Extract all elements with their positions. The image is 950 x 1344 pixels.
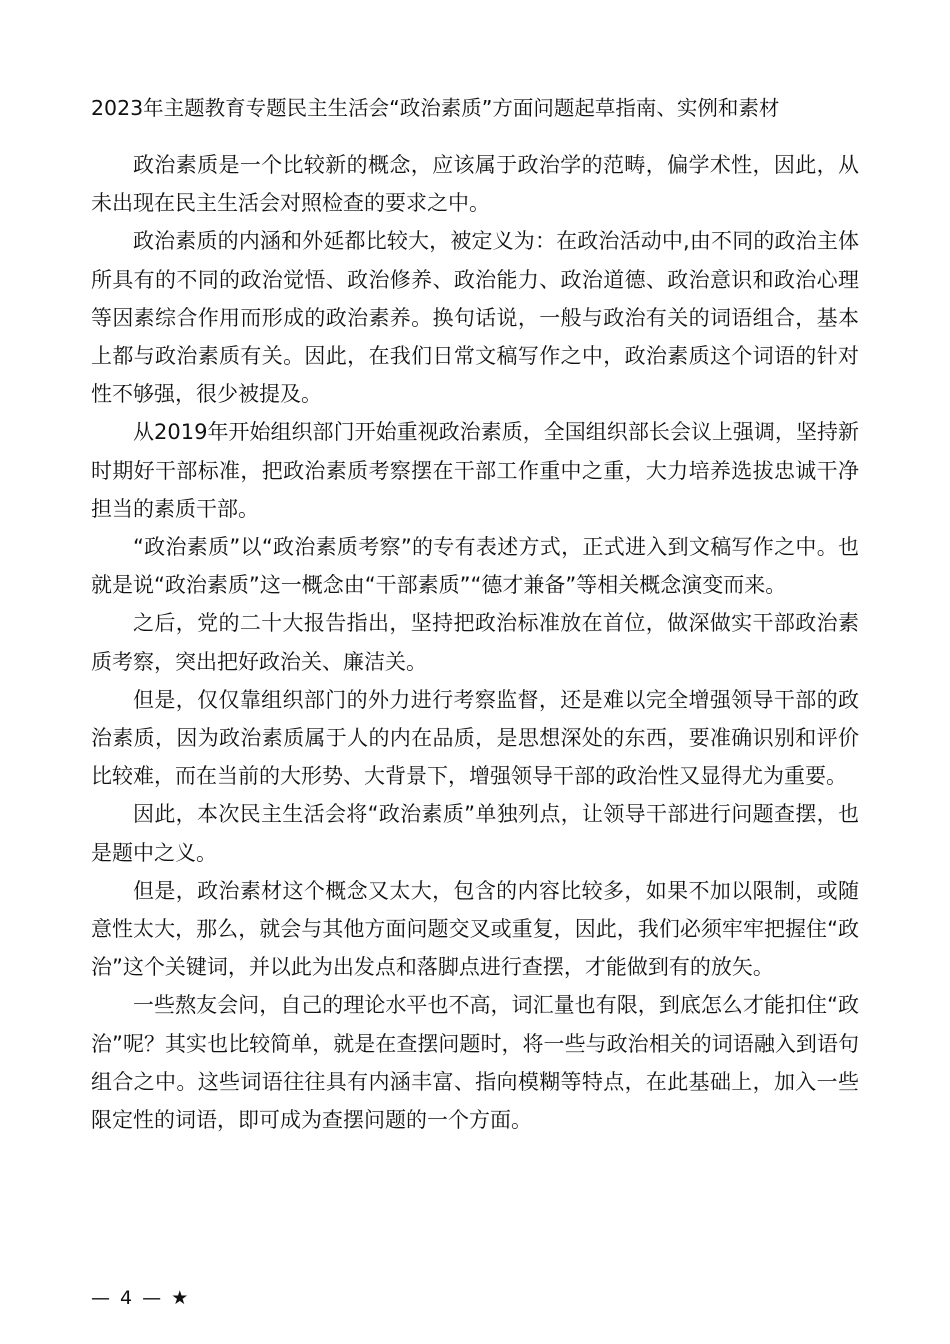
paragraph-9: 一些熬友会问，自己的理论水平也不高，词汇量也有限，到底怎么才能扣住“政治”呢？其实也比较简单，就是在查摆问题时，将一些与政治相关的词语融入到语句组合之中。这些词语往往具有内涵丰富、指向模糊等特点，在此基础上，加入一些限定性的词语，即可成为查摆问题的一个方面。 [91, 993, 859, 1133]
paragraph-5: 之后，党的二十大报告指出，坚持把政治标准放在首位，做深做实干部政治素质考察，突出把好政治关、廉洁关。 [91, 611, 859, 674]
paragraph-8: 但是，政治素材这个概念又太大，包含的内容比较多，如果不加以限制，或随意性太大，那么，就会与其他方面问题交叉或重复，因此，我们必须牢牢把握住“政治”这个关键词，并以此为出发点和落脚点进行查摆，才能做到有的放矢。 [91, 878, 859, 980]
paragraph-6: 但是，仅仅靠组织部门的外力进行考察监督，还是难以完全增强领导干部的政治素质，因为政治素质属于人的内在品质，是思想深处的东西，要准确识别和评价比较难，而在当前的大形势、大背景下，增强领导干部的政治性又显得尤为重要。 [91, 687, 859, 789]
paragraph-3: 从2019年开始组织部门开始重视政治素质，全国组织部长会议上强调，坚持新时期好干部标准，把政治素质考察摆在干部工作重中之重，大力培养选拔忠诚干净担当的素质干部。 [91, 420, 859, 521]
paragraph-2: 政治素质的内涵和外延都比较大，被定义为：在政治活动中,由不同的政治主体所具有的不同的政治觉悟、政治修养、政治能力、政治道德、政治意识和政治心理等因素综合作用而形成的政治素养。换句话说，一般与政治有关的词语组合，基本上都与政治素质有关。因此，在我们日常文稿写作之中，政治素质这个词语的针对性不够强，很少被提及。 [91, 229, 859, 407]
page-number-footer: — 4 — ★ [91, 1287, 191, 1309]
paragraph-1: 政治素质是一个比较新的概念，应该属于政治学的范畴，偏学术性，因此，从未出现在民主生活会对照检查的要求之中。 [91, 153, 859, 216]
document-title: 2023年主题教育专题民主生活会“政治素质”方面问题起草指南、实例和素材 [91, 96, 780, 120]
paragraph-4: “政治素质”以“政治素质考察”的专有表述方式，正式进入到文稿写作之中。也就是说“政治素质”这一概念由“干部素质”“德才兼备”等相关概念演变而来。 [91, 535, 859, 598]
document-body [91, 146, 859, 1139]
paragraph-7: 因此，本次民主生活会将“政治素质”单独列点，让领导干部进行问题查摆，也是题中之义。 [91, 802, 859, 865]
